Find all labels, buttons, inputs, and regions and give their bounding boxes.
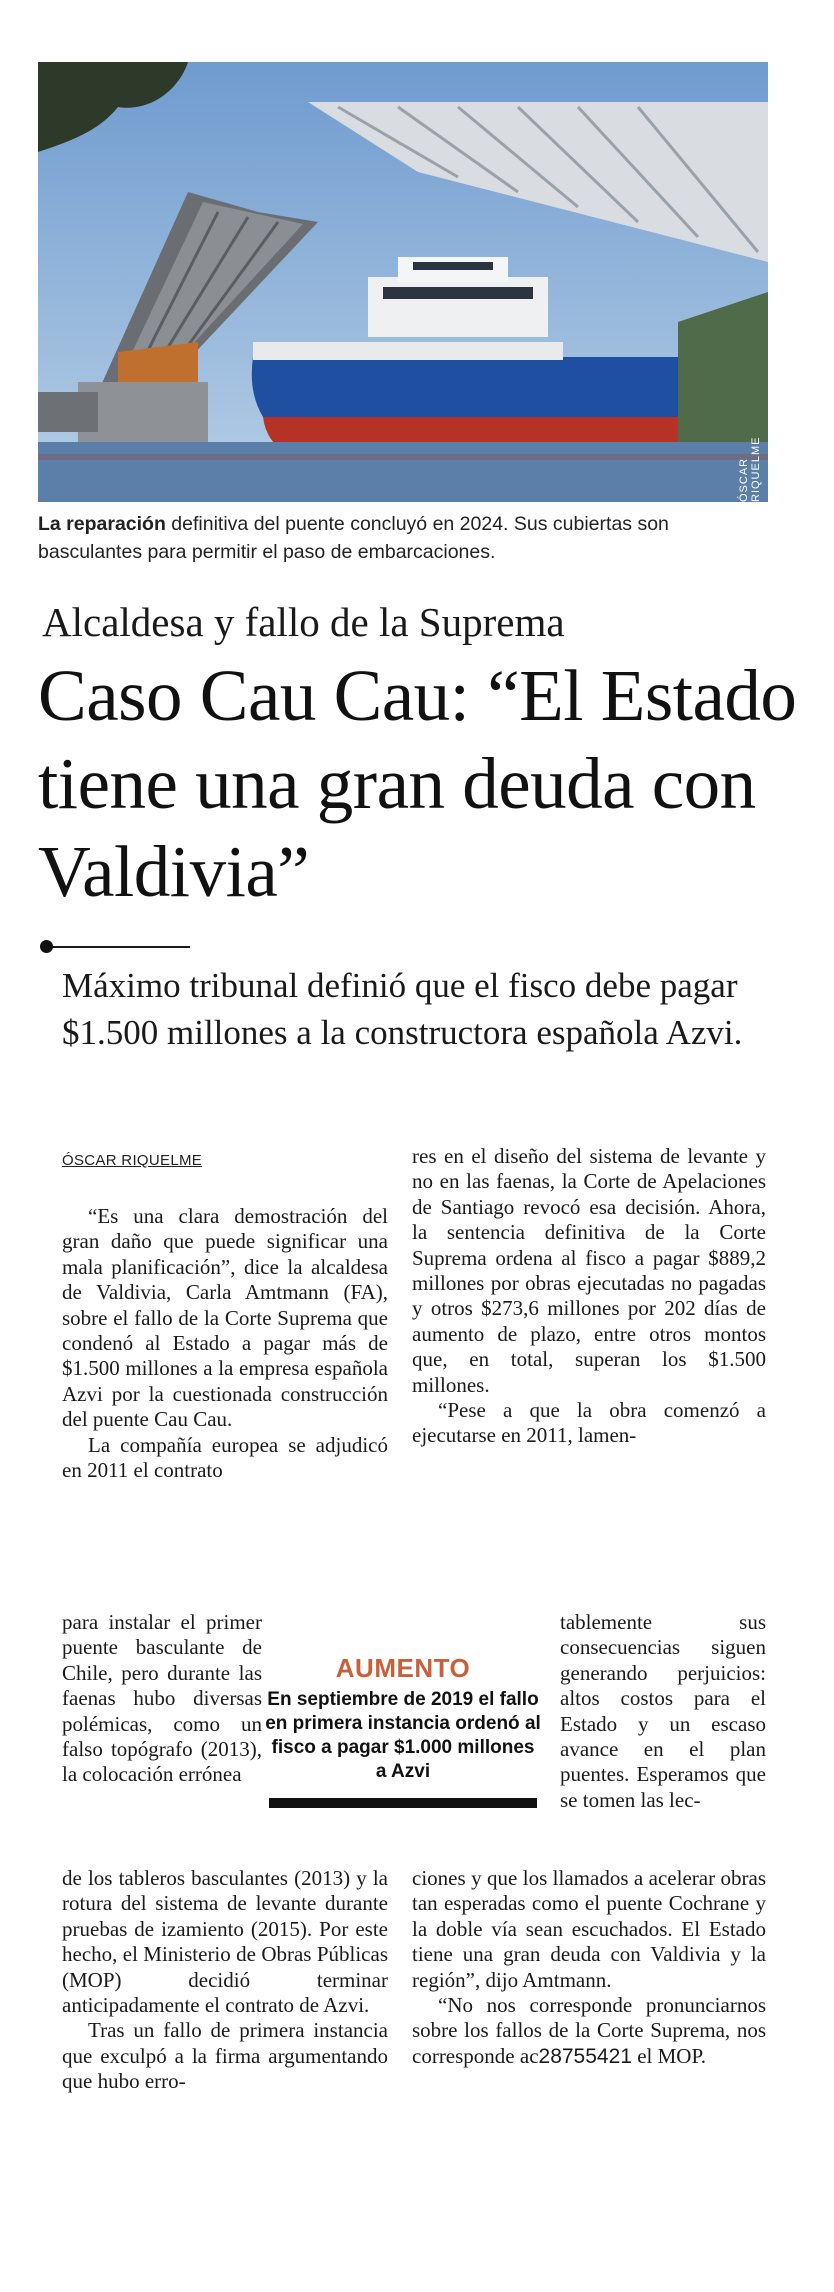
callout-text: En septiembre de 2019 el fallo en primera instancia ordenó al fisco a pagar $1.000 millones a Azvi — [265, 1689, 541, 1782]
article-photo — [38, 62, 768, 502]
col1-paragraph-2-narrow: para instalar el primer puente basculante de Chile, pero durante las faenas hubo diversas polémicas, como un falso topógrafo (2013), la colocación errónea — [62, 1610, 262, 1787]
col2-paragraph-2-end: ciones y que los llamados a acelerar obras tan esperadas como el puente Cochrane y la doble vía sean escuchados. El Estado tiene una gran deuda con Valdivia y la región”, dijo Amtmann. — [412, 1866, 766, 1992]
col2-paragraph-3 — [412, 1993, 766, 2069]
photo-credit: ÓSCAR RIQUELME — [738, 436, 762, 502]
col2-paragraph-2-start: “Pese a que la obra comenzó a ejecutarse en 2011, lamen- — [412, 1398, 766, 1448]
column-2-bottom — [412, 1866, 766, 2069]
col1-paragraph-2-end: de los tableros basculantes (2013) y la rotura del sistema de levante durante pruebas de izamiento (2015). Por este hecho, el Ministerio de Obras Públicas (MOP) decidió terminar anticipadamente el contrato de Azvi. — [62, 1866, 388, 2018]
column-1-bottom — [62, 1866, 388, 2095]
col2-paragraph-3-end: el MOP. — [637, 2043, 707, 2068]
col2-paragraph-3-text: “No nos corresponde pronunciarnos sobre los fallos de la Corte Suprema, nos corresponde ac — [412, 1993, 766, 2068]
byline: ÓSCAR RIQUELME — [62, 1152, 203, 1169]
kicker: Alcaldesa y fallo de la Suprema — [42, 599, 565, 645]
caption-text: definitiva del puente concluyó en 2024. Sus cubiertas son basculantes para permitir el paso de embarcaciones. — [38, 513, 669, 563]
river-water — [38, 442, 768, 502]
col1-paragraph-2-start: La compañía europea se adjudicó en 2011 el contrato — [62, 1432, 388, 1483]
photo-caption — [38, 510, 778, 566]
callout-box — [265, 1652, 541, 1808]
column-2-wrap — [560, 1610, 766, 1813]
divider — [42, 946, 190, 948]
headline: Caso Cau Cau: “El Estado tiene una gran deuda con Valdivia” — [38, 655, 797, 912]
document-id-stamp: 28755421 — [538, 2044, 632, 2068]
column-1-top — [62, 1204, 388, 1483]
callout-bar — [269, 1798, 537, 1808]
ship-hull-blue — [252, 357, 678, 417]
bridge-ship-illustration — [38, 62, 768, 502]
col1-paragraph-1: “Es una clara demostración del gran daño que puede significar una mala planificación”, dice la alcaldesa de Valdivia, Carla Amtmann (FA), sobre el fallo de la Corte Suprema que condenó al Estado a pagar más de $1.500 millones a la empresa española Azvi por la cuestionada construcción del puente Cau Cau. — [62, 1204, 388, 1432]
column-1-wrap — [62, 1610, 262, 1788]
column-2-top — [412, 1144, 766, 1449]
lead-paragraph: Máximo tribunal definió que el fisco debe pagar $1.500 millones a la constructora española Azvi. — [62, 966, 743, 1052]
col2-paragraph-2-narrow: tablemente sus consecuencias siguen generando perjuicios: altos costos para el Estado y un escaso avance en el plan puentes. Esperamos que se tomen las lec- — [560, 1610, 766, 1812]
caption-bold: La reparación — [38, 513, 166, 535]
col1-paragraph-3: Tras un fallo de primera instancia que exculpó a la firma argumentando que hubo erro- — [62, 2018, 388, 2094]
ship-superstructure — [368, 277, 548, 337]
callout-label: AUMENTO — [335, 1653, 471, 1683]
divider-dot — [40, 940, 53, 953]
col2-paragraph-1: res en el diseño del sistema de levante y no en las faenas, la Corte de Apelaciones de Santiago revocó esa decisión. Ahora, la sentencia definitiva de la Corte Suprema ordena al fisco a pagar $889,2 millones por obras ejecutadas no pagadas y otros $273,6 millones por 202 días de aumento de plazo, entre otros montos que, en total, superan los $1.500 millones. — [412, 1144, 766, 1397]
